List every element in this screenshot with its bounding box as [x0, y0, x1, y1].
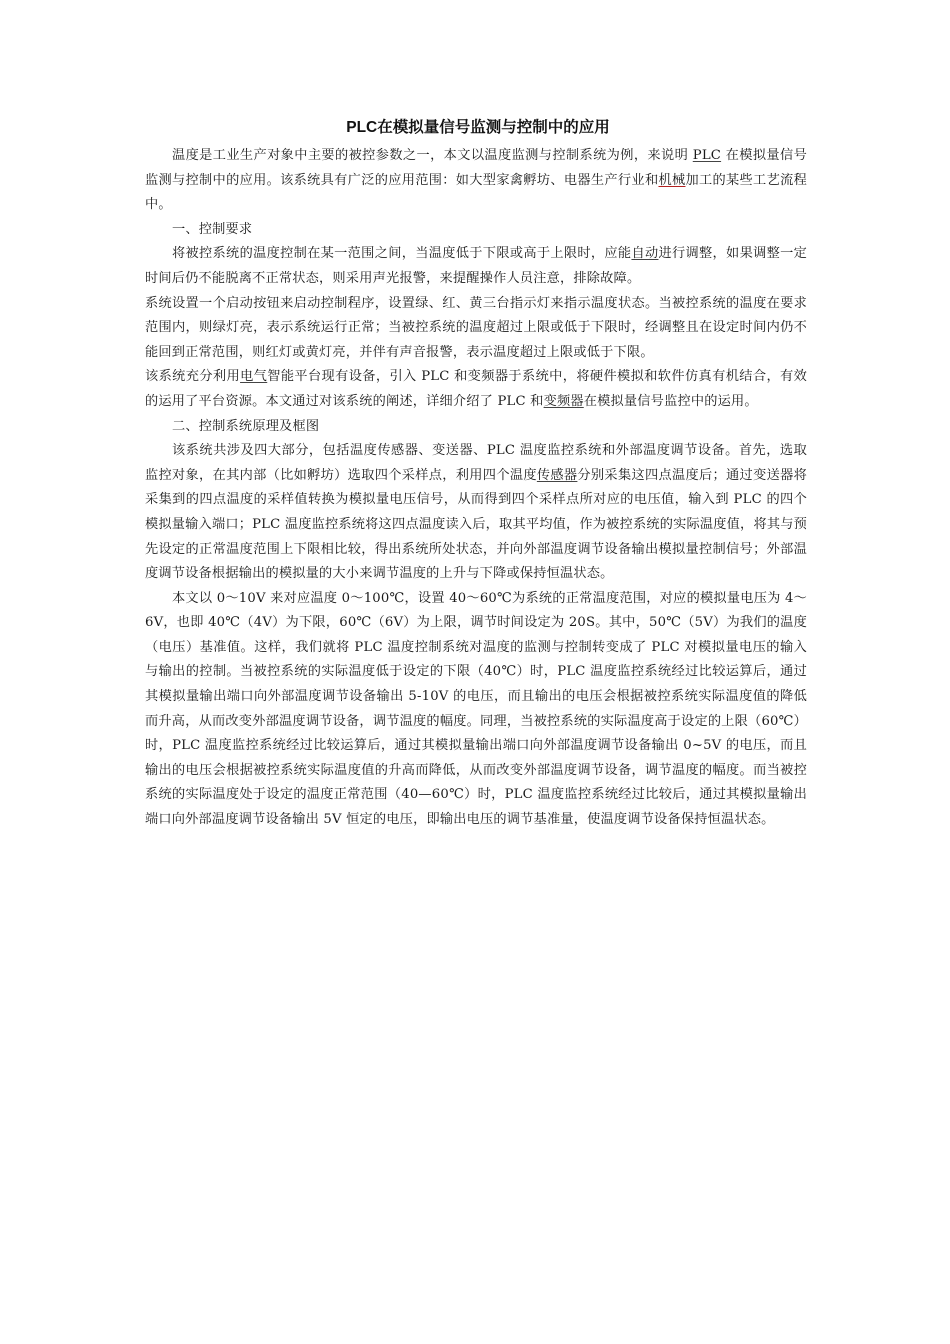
- paragraph-text: 温度是工业生产对象中主要的被控参数之一，本文以温度监测与控制系统为例，来说明: [172, 148, 693, 163]
- paragraph: [145, 218, 807, 243]
- paragraph: [145, 365, 807, 414]
- paragraph: [145, 587, 807, 833]
- paragraph-text: 本文以 0～10V 来对应温度 0～100℃，设置 40～60℃为系统的正常温度范围，对应的模拟量电压为 4～6V，也即 40℃（4V）为下限，60℃（6V）为上限，调节时间设定为 20S。其中，50℃（5V）为我们的温度（电压）基准值。这样，我们就将 PLC 温度控制系统对温度的监测与控制转变成了 PLC 对模拟量电压的输入与输出的控制。当被控系统的实际温度低于设定的下限（40℃）时，PLC 温度监控系统经过比较运算后，通过其模拟量输出端口向外部温度调节设备输出 5-10V 的电压，而且输出的电压会根据被控系统实际温度值的降低而升高，从而改变外部温度调节设备，调节温度的幅度。同理，当被控系统的实际温度高于设定的上限（60℃）时，PLC 温度监控系统经过比较运算后，通过其模拟量输出端口向外部温度调节设备输出 0~5V 的电压，而且输出的电压会根据被控系统实际温度值的升高而降低，从而改变外部温度调节设备，调节温度的幅度。而当被控系统的实际温度处于设定的温度正常范围（40—60℃）时，PLC 温度监控系统经过比较后，通过其模拟量输出端口向外部温度调节设备输出 5V 恒定的电压，即输出电压的调节基准量，使温度调节设备保持恒温状态。: [145, 590, 807, 828]
- paragraph-text: 加工的某些工艺流程中。: [145, 172, 807, 213]
- paragraph-text: 一、控制要求: [172, 221, 253, 237]
- inline-link[interactable]: 自动: [631, 246, 659, 262]
- paragraph-text: 分别采集这四点温度后；通过变送器将采集到的四点温度的采样值转换为模拟量电压信号，从而得到四个采样点所对应的电压值，输入到 PLC 的四个模拟量输入端口；PLC 温度监控系统将这四点温度读入后，取其平均值，作为被控系统的实际温度值，将其与预先设定的正常温度范围上下限相比较，得出系统所处状态，并向外部温度调节设备输出模拟量控制信号；外部温度调节设备根据输出的模拟量的大小来调节温度的上升与下降或保持恒温状态。: [145, 467, 807, 582]
- paragraph-container: [145, 144, 807, 833]
- paragraph: [145, 439, 807, 587]
- paragraph-text: 在模拟量信号监测与控制中的应用。该系统具有广泛的应用范围：如大型家禽孵坊、电器生产行业和: [145, 148, 807, 188]
- paragraph-text: 该系统充分利用: [145, 369, 241, 385]
- paragraph: [145, 292, 807, 366]
- inline-link[interactable]: PLC: [692, 148, 722, 163]
- paragraph-text: 系统设置一个启动按钮来启动控制程序，设置绿、红、黄三台指示灯来指示温度状态。当被控系统的温度在要求范围内，则绿灯亮，表示系统运行正常；当被控系统的温度超过上限或低于下限时，经调整且在设定时间内仍不能回到正常范围，则红灯或黄灯亮，并伴有声音报警，表示温度超过上限或低于下限。: [145, 295, 807, 360]
- inline-link[interactable]: 电气: [240, 369, 268, 385]
- document-body: [145, 116, 807, 833]
- paragraph-text: 智能平台现有设备，引入 PLC 和变频器于系统中，将硬件模拟和软件仿真有机结合，有效的运用了平台资源。本文通过对该系统的阐述，详细介绍了 PLC 和: [145, 369, 807, 409]
- paragraph-text: 二、控制系统原理及框图: [172, 418, 320, 434]
- paragraph-text: 该系统共涉及四大部分，包括温度传感器、变送器、PLC 温度监控系统和外部温度调节设备。首先，选取监控对象，在其内部（比如孵坊）选取四个采样点，利用四个温度: [145, 443, 807, 483]
- document-title: PLC在模拟量信号监测与控制中的应用: [346, 119, 610, 136]
- inline-link[interactable]: 变频器: [543, 393, 584, 409]
- paragraph-text: 将被控系统的温度控制在某一范围之间，当温度低于下限或高于上限时，应能: [172, 246, 632, 262]
- inline-link[interactable]: 传感器: [536, 467, 578, 483]
- paragraph-text: 在模拟量信号监控中的运用。: [583, 393, 758, 409]
- paragraph: [145, 242, 807, 291]
- inline-link[interactable]: 机械: [658, 172, 686, 188]
- paragraph: [145, 415, 807, 440]
- paragraph-text: 进行调整，如果调整一定时间后仍不能脱离不正常状态，则采用声光报警，来提醒操作人员注意，排除故障。: [145, 246, 808, 286]
- paragraph: [145, 144, 807, 218]
